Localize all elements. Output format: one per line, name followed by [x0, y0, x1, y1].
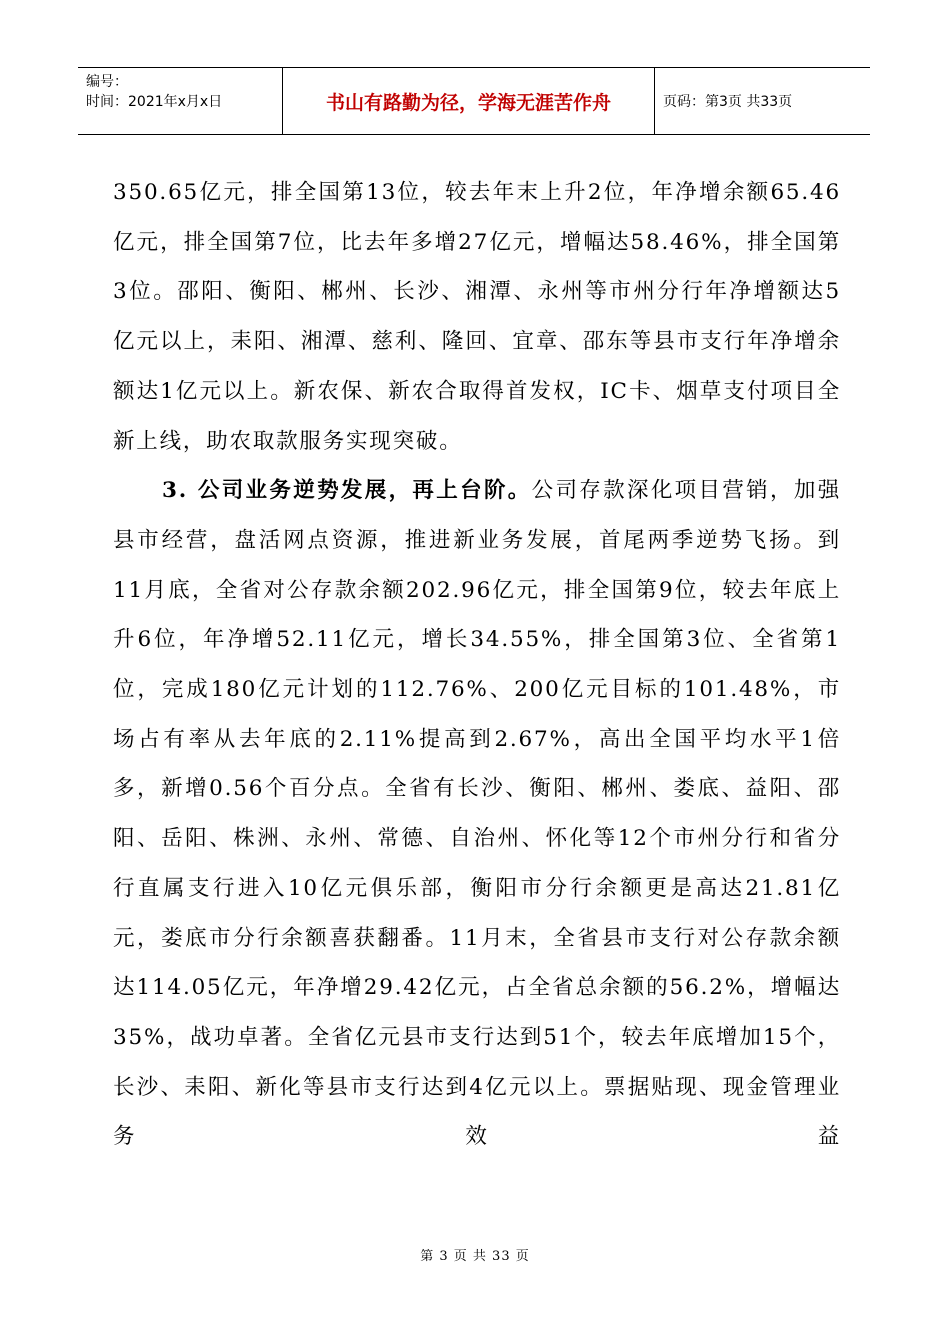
document-time-label: 时间：2021年x月x日: [86, 94, 223, 110]
header-motto: 书山有路勤为径，学海无涯苦作舟: [283, 68, 655, 134]
section-text: 公司存款深化项目营销，加强县市经营，盘活网点资源，推进新业务发展，首尾两季逆势飞扬。到11月底，全省对公存款余额202.96亿元，排全国第9位，较去年底上升6位，年净增52.11亿元，增长34.55%，排全国第3位、全省第1位，完成180亿元计划的112.76%、200亿元目标的101.48%，市场占有率从去年底的2.11%提高到2.67%，高出全国平均水平1倍多，新增0.56个百分点。全省有长沙、衡阳、郴州、娄底、益阳、邵阳、岳阳、株洲、永州、常德、自治州、怀化等12个市州分行和省分行直属支行进入10亿元俱乐部，衡阳市分行余额更是高达21.81亿元，娄底市分行余额喜获翻番。11月末，全省县市支行对公存款余额达114.05亿元，年净增29.42亿元，占全省总余额的56.2%，增幅达35%，战功卓著。全省亿元县市支行达到51个，较去年底增加15个，长沙、耒阳、新化等县市支行达到4亿元以上。票据贴现、现金管理业务效益: [113, 478, 841, 1150]
document-number-label: 编号：: [86, 74, 128, 90]
header-page-number: 页码：第3页 共33页: [663, 94, 793, 110]
page-header: [78, 67, 870, 135]
body-paragraph-section-3: [113, 466, 841, 1162]
page-footer: 第 3 页 共 33 页: [420, 1249, 530, 1264]
body-paragraph: 350.65亿元，排全国第13位，较去年末上升2位，年净增余额65.46亿元，排全国第7位，比去年多增27亿元，增幅达58.46%，排全国第3位。邵阳、衡阳、郴州、长沙、湘潭、永州等市州分行年净增额达5亿元以上，耒阳、湘潭、慈利、隆回、宜章、邵东等县市支行年净增余额达1亿元以上。新农保、新农合取得首发权，IC卡、烟草支付项目全新上线，助农取款服务实现突破。: [113, 180, 841, 454]
section-heading: 3. 公司业务逆势发展，再上台阶。: [162, 478, 532, 504]
header-meta: [78, 68, 283, 134]
document-body: [113, 168, 841, 1162]
